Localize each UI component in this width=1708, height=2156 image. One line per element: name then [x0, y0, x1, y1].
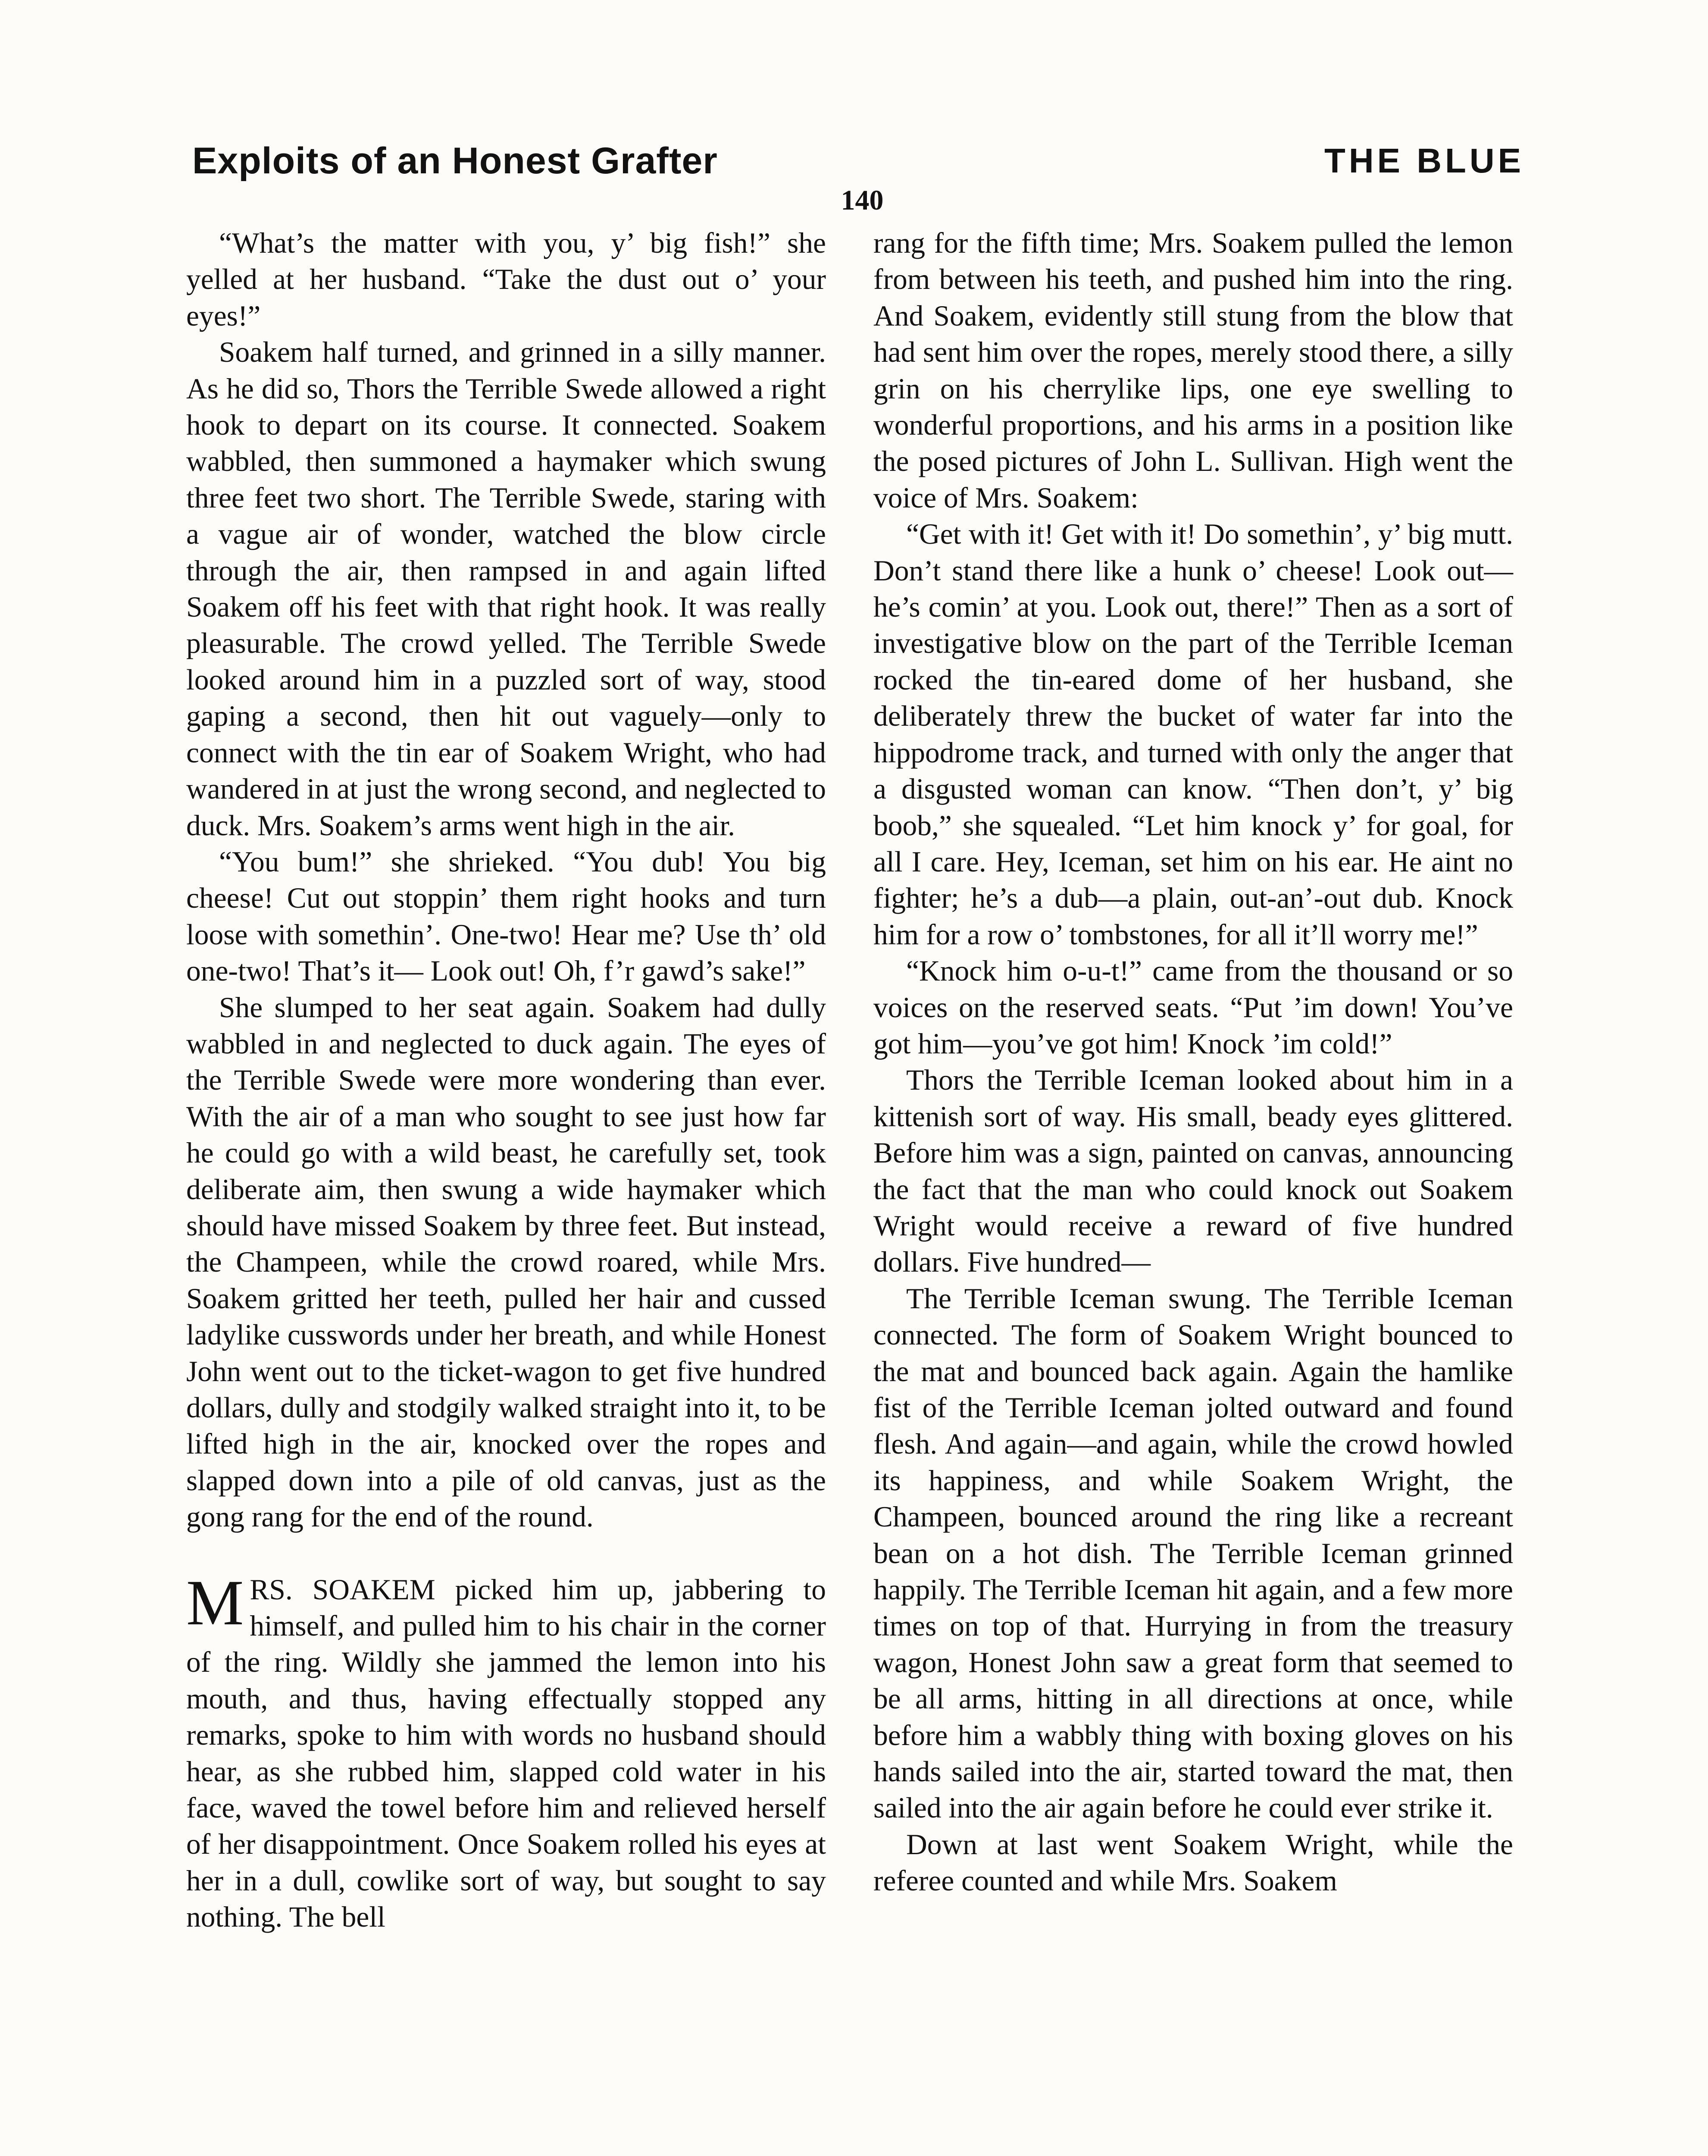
paragraph: The Terrible Iceman swung. The Terrible Iceman connected. The form of Soakem Wright bounced to the mat and bounced back again. Again the hamlike fist of the Terrible Iceman jolted outward and found flesh. And again—and again, while the crowd howled its happiness, and while Soakem Wright, the Champeen, bounced around the ring like a recreant bean on a hot dish. The Terrible Iceman grinned happily. The Terrible Iceman hit again, and a few more times on top of that. Hurrying in from the treasury wagon, Honest John saw a great form that seemed to be all arms, hitting in all directions at once, while before him a wabbly thing with boxing gloves on his hands sailed into the air, started toward the mat, then sailed into the air again before he could ever strike it.: [873, 1282, 1513, 1824]
section-paragraph: [186, 1567, 826, 1936]
section-text: RS. SOAKEM picked him up, jabbering to himself, and pulled him to his chair in the corner of the ring. Wildly she jammed the lemon into his mouth, and thus, having effectually stopped any remarks, spoke to him with words no husband should hear, as she rubbed him, slapped cold water in his face, waved the towel before him and relieved herself of her disappointment. Once Soakem rolled his eyes at her in a dull, cowlike sort of way, but sought to say nothing. The bell: [186, 1573, 826, 1934]
paragraph: She slumped to her seat again. Soakem had dully wabbled in and neglected to duck again. The eyes of the Terrible Swede were more wondering than ever. With the air of a man who sought to see just how far he could go with a wild beast, he carefully set, took deliberate aim, then swung a wide haymaker which should have missed Soakem by three feet. But instead, the Champeen, while the crowd roared, while Mrs. Soakem gritted her teeth, pulled her hair and cussed ladylike cusswords under her breath, and while Honest John went out to the ticket-wagon to get five hundred dollars, dully and stodgily walked straight into it, to be lifted high in the air, knocked over the ropes and slapped down into a pile of old canvas, just as the gong rang for the end of the round.: [186, 991, 826, 1533]
magazine-name: THE BLUE: [1324, 141, 1524, 180]
left-column: [186, 225, 826, 1936]
paragraph: “What’s the matter with you, y’ big fish!” she yelled at her husband. “Take the dust out o’ your eyes!”: [186, 227, 826, 332]
drop-cap: M: [186, 1567, 244, 1639]
paragraph: Down at last went Soakem Wright, while the referee counted and while Mrs. Soakem: [873, 1828, 1513, 1897]
right-column: [873, 225, 1513, 1899]
running-title: Exploits of an Honest Grafter: [192, 140, 718, 182]
page-number: 140: [841, 185, 884, 216]
paragraph-continuation: rang for the fifth time; Mrs. Soakem pulled the lemon from between his teeth, and pushed him into the ring. And Soakem, evidently still stung from the blow that had sent him over the ropes, merely stood there, a silly grin on his cherrylike lips, one eye swelling to wonderful proportions, and his arms in a position like the posed pictures of John L. Sullivan. High went the voice of Mrs. Soakem:: [873, 227, 1513, 514]
paragraph: Thors the Terrible Iceman looked about him in a kittenish sort of way. His small, beady eyes glittered. Before him was a sign, painted on canvas, announcing the fact that the man who could knock out Soakem Wright would receive a reward of five hundred dollars. Five hundred—: [873, 1064, 1513, 1279]
paragraph: Soakem half turned, and grinned in a silly manner. As he did so, Thors the Terrible Swede allowed a right hook to depart on its course. It connected. Soakem wabbled, then summoned a haymaker which swung three feet two short. The Terrible Swede, staring with a vague air of wonder, watched the blow circle through the air, then rampsed in and again lifted Soakem off his feet with that right hook. It was really pleasurable. The crowd yelled. The Terrible Swede looked around him in a puzzled sort of way, stood gaping a second, then hit out vaguely—only to connect with the tin ear of Soakem Wright, who had wandered in at just the wrong second, and neglected to duck. Mrs. Soakem’s arms went high in the air.: [186, 336, 826, 842]
paragraph: “Get with it! Get with it! Do somethin’, y’ big mutt. Don’t stand there like a hunk o’ cheese! Look out—he’s comin’ at you. Look out, there!” Then as a sort of investigative blow on the part of the Terrible Iceman rocked the tin-eared dome of her husband, she deliberately threw the bucket of water far into the hippodrome track, and turned with only the anger that a disgusted woman can know. “Then don’t, y’ big boob,” she squealed. “Let him knock y’ for goal, for all I care. Hey, Iceman, set him on his ear. He aint no fighter; he’s a dub—a plain, out-an’-out dub. Knock him for a row o’ tombstones, for all it’ll worry me!”: [873, 518, 1513, 951]
paragraph: “You bum!” she shrieked. “You dub! You big cheese! Cut out stoppin’ them right hooks and turn loose with somethin’. One-two! Hear me? Use th’ old one-two! That’s it— Look out! Oh, f’r gawd’s sake!”: [186, 845, 826, 987]
paragraph: “Knock him o-u-t!” came from the thousand or so voices on the reserved seats. “Put ’im down! You’ve got him—you’ve got him! Knock ’im cold!”: [873, 955, 1513, 1060]
